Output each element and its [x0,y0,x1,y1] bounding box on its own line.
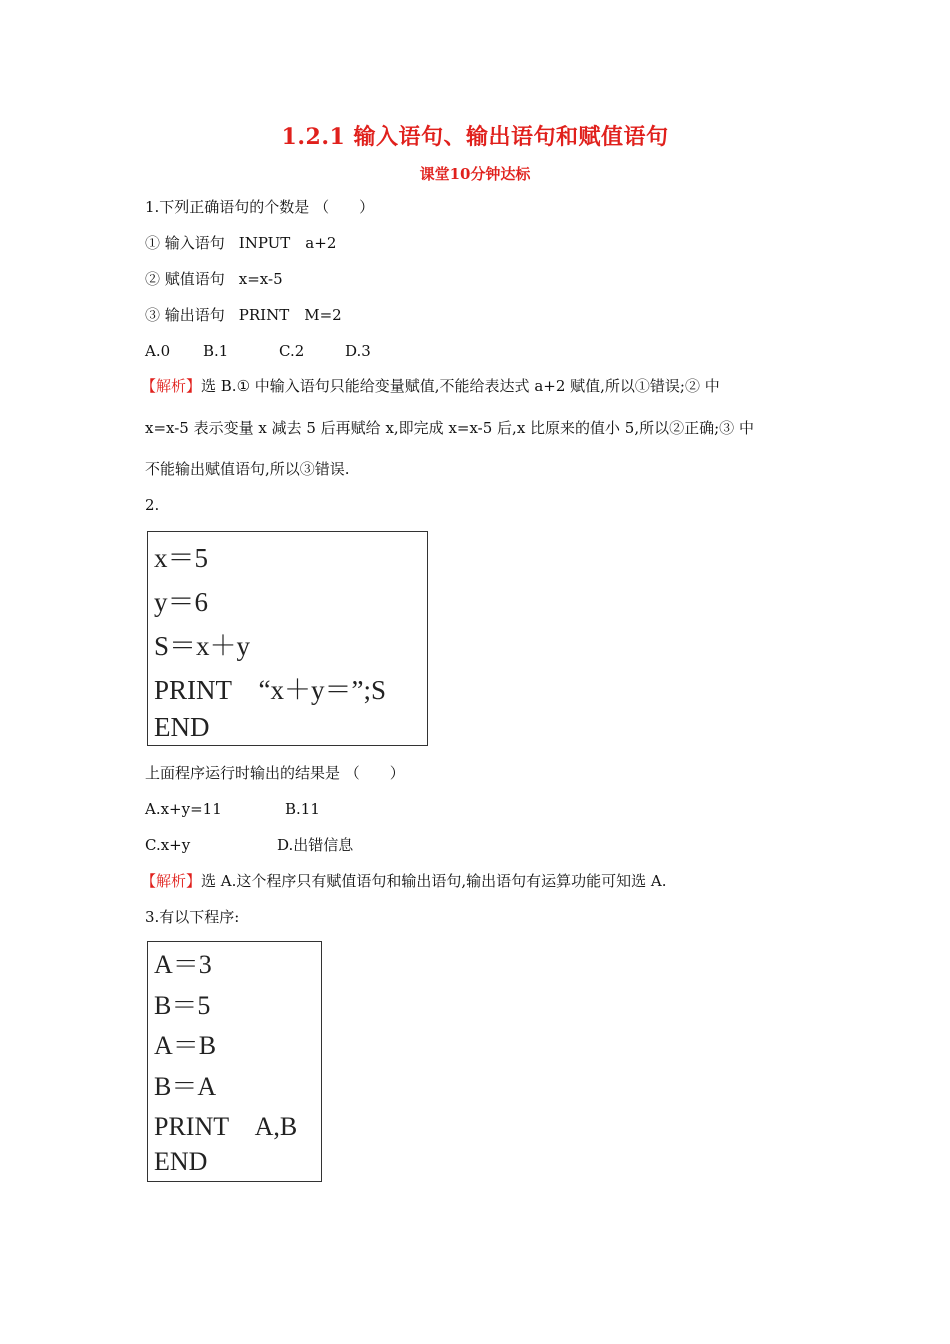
code-line: END [154,712,210,742]
q1-item-2 [145,269,283,289]
code-line: PRINT “x＋y＝”;S [154,675,387,705]
q2-options-row-2 [145,835,353,855]
q1-stem: 1.下列正确语句的个数是 （ ） [145,198,375,216]
code-line: A＝B [154,1031,217,1060]
code-line: END [154,1146,208,1176]
q1-item-1 [145,233,336,253]
q2-number: 2. [145,496,160,514]
q2-option-d: D.出错信息 [277,836,354,854]
q1-item-3 [145,305,342,325]
q1-option-d: D.3 [345,342,371,360]
q1-item-code: x=x-5 [238,270,283,288]
q2-option-a: A.x+y=11 [145,800,222,818]
q1-item-code: PRINT M=2 [238,306,342,324]
q1-option-c: C.2 [279,342,305,360]
analysis-tag: 【解析】 [141,377,202,395]
q2-option-b: B.11 [285,800,320,818]
q1-item-label: ③ 输出语句 [145,306,225,324]
code-line: S＝x＋y [154,631,251,661]
code-line: A＝3 [154,950,212,979]
code-line: y＝6 [154,587,208,617]
q2-options-row-1 [145,799,320,819]
code-line: x＝5 [154,543,208,573]
q2-code-box [147,531,428,746]
q1-analysis-line-3: 不能输出赋值语句,所以③错误. [145,460,350,478]
code-line: B＝5 [154,990,211,1020]
q2-analysis [141,871,667,891]
q1-analysis-line-1 [141,376,720,396]
page-title: 1.2.1 输入语句、输出语句和赋值语句 [281,124,669,150]
q1-item-label: ① 输入语句 [145,234,225,252]
code-line: PRINT A,B [154,1112,298,1141]
analysis-text: 选 B.① 中输入语句只能给变量赋值,不能给表达式 a+2 赋值,所以①错误;② 中 [201,377,720,395]
q1-item-code: INPUT a+2 [238,234,337,252]
q1-option-a: A.0 [145,342,171,360]
page-subtitle: 课堂10分钟达标 [419,165,531,183]
q1-analysis-line-2: x=x-5 表示变量 x 减去 5 后再赋给 x,即完成 x=x-5 后,x 比原来的值小 5,所以②正确;③ 中 [145,419,754,437]
code-line: B＝A [154,1071,217,1101]
q1-options [145,341,371,361]
q1-option-b: B.1 [203,342,229,360]
q1-item-label: ② 赋值语句 [145,270,225,288]
q2-option-c: C.x+y [145,836,191,854]
analysis-text: 选 A.这个程序只有赋值语句和输出语句,输出语句有运算功能可知选 A. [201,872,667,890]
analysis-tag: 【解析】 [141,872,202,890]
q3-code-box [147,941,322,1182]
q2-stem: 上面程序运行时输出的结果是 （ ） [145,764,405,782]
q3-stem: 3.有以下程序: [145,908,240,926]
